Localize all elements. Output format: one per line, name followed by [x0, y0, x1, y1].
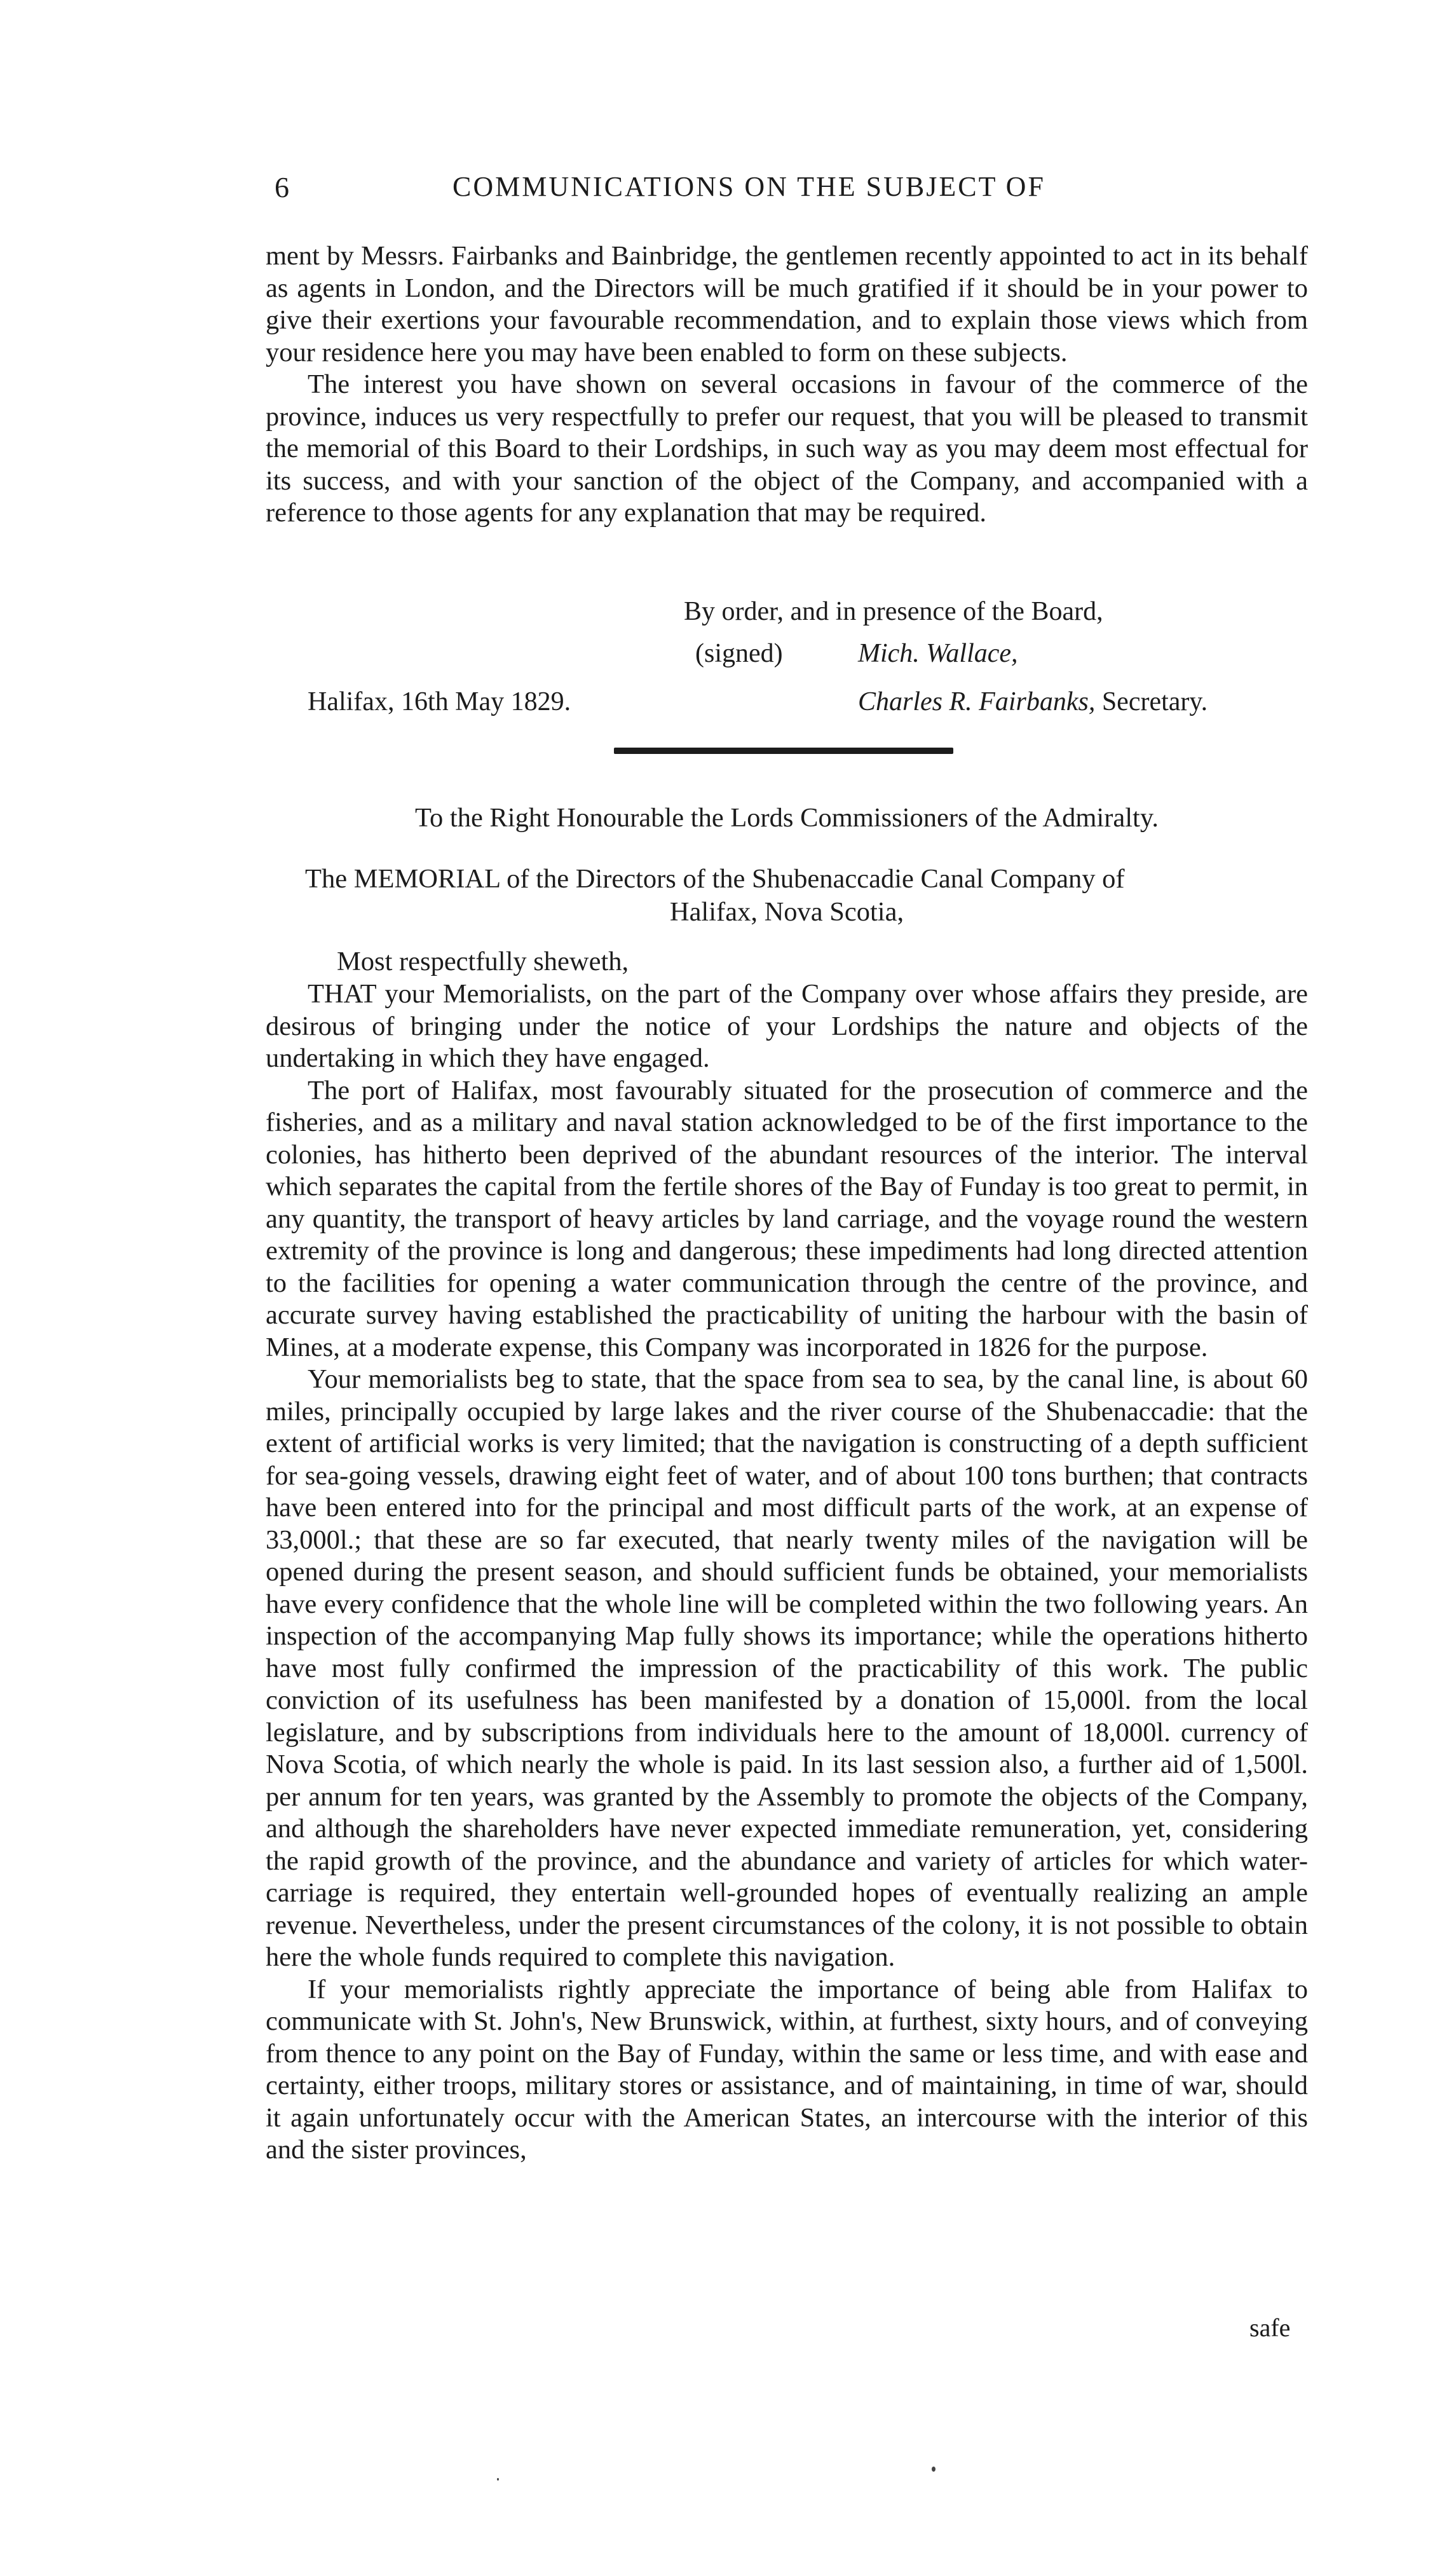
letter-closing: By order, and in presence of the Board, [684, 597, 1103, 626]
letter-body [266, 240, 1308, 530]
ink-speck [497, 2478, 499, 2481]
memorial-paragraph: THAT your Memorialists, on the part of the Company over whose affairs they preside, are desirous of bringing under the notice of your Lordships the nature and objects of the undertaking in which they have engaged. [266, 979, 1308, 1073]
memorial-paragraph: Your memorialists beg to state, that the space from sea to sea, by the canal line, is about 60 miles, principally occupied by large lakes and the river course of the Shubenaccadie: that the extent of artificial works is very limited; that the navigation is constructing of a depth sufficient for sea-going vessels, drawing eight feet of water, and of about 100 tons burthen; that contracts have been entered into for the principal and most difficult parts of the work, at an expense of 33,000l.; that these are so far executed, that nearly twenty miles of the navigation will be opened during the present season, and should sufficient funds be obtained, your memorialists have every confidence that the whole line will be completed within the two following years. An inspection of the accompanying Map fully shows its importance; while the operations hitherto have most fully confirmed the impression of the practicability of this work. The public conviction of its usefulness has been manifested by a donation of 15,000l. from the local legislature, and by subscriptions from individuals here to the amount of 18,000l. currency of Nova Scotia, of which nearly the whole is paid. In its last session also, a further aid of 1,500l. per annum for ten years, was granted by the Assembly to promote the objects of the Company, and although the shareholders have never expected immediate remuneration, yet, considering the rapid growth of the province, and the abundance and variety of articles for which water-carriage is required, they entertain well-grounded hopes of eventually realizing an ample revenue. Nevertheless, under the present circumstances of the colony, it is not possible to obtain here the whole funds required to complete this navigation. [266, 1364, 1308, 1972]
memorial-paragraph: The port of Halifax, most favourably situated for the prosecution of commerce and the fisheries, and as a military and naval station acknowledged to be of the first importance to the colonies, has hitherto been deprived of the abundant resources of the interior. The interval which separates the capital from the fertile shores of the Bay of Funday is too great to permit, in any quantity, the transport of heavy articles by land carriage, and the voyage round the western extremity of the province is long and dangerous; these impediments had long directed attention to the facilities for opening a water communication through the centre of the province, and accurate survey having established the practicability of uniting the harbour with the basin of Mines, at a moderate expense, this Company was incorporated in 1826 for the purpose. [266, 1075, 1308, 1362]
signatory-fairbanks-name: Charles R. Fairbanks, [858, 687, 1096, 716]
memorial-addressee: To the Right Honourable the Lords Commissioners of the Admiralty. [415, 803, 1159, 833]
ink-speck [932, 2467, 936, 2472]
catchword: safe [1249, 2313, 1291, 2342]
section-divider-rule [614, 748, 953, 754]
signatory-fairbanks [858, 687, 1208, 717]
letter-paragraph: The interest you have shown on several occasions in favour of the commerce of the province, induces us very respectfully to prefer our request, that you will be pleased to transmit the memorial of this Board to their Lordships, in such way as you may deem most effectual for its success, and with your sanction of the object of the Company, and accompanied with a reference to those agents for any explanation that may be required. [266, 369, 1308, 528]
page-number: 6 [275, 171, 289, 203]
running-title: COMMUNICATIONS ON THE SUBJECT OF [452, 171, 1045, 202]
memorial-paragraph: If your memorialists rightly appreciate the importance of being able from Halifax to communicate with St. John's, New Brunswick, within, at furthest, sixty hours, and of conveying from thence to any point on the Bay of Funday, within the same or less time, and with ease and certainty, either troops, military stores or assistance, and of maintaining, in time of war, should it again unfortunately occur with the American States, an intercourse with the interior of this and the sister provinces, [266, 1974, 1308, 2165]
signatory-fairbanks-title: Secretary. [1101, 687, 1208, 716]
letter-paragraph: ment by Messrs. Fairbanks and Bainbridge, the gentlemen recently appointed to act in its behalf as agents in London, and the Directors will be much gratified if it should be in your power to give their exertions your favourable recommendation, and to explain those views which from your residence here you may have been enabled to form on these subjects. [266, 241, 1308, 367]
memorial-title-line-2: Halifax, Nova Scotia, [669, 897, 904, 927]
memorial-title-line-1: The MEMORIAL of the Directors of the Shubenaccadie Canal Company of [305, 864, 1125, 894]
memorial-salutation: Most respectfully sheweth, [337, 947, 629, 976]
letter-place-date: Halifax, 16th May 1829. [308, 687, 571, 716]
signed-label: (signed) [695, 639, 783, 668]
running-head [0, 170, 1456, 209]
memorial-body [266, 978, 1308, 2167]
signatory-wallace: Mich. Wallace, [858, 639, 1018, 668]
